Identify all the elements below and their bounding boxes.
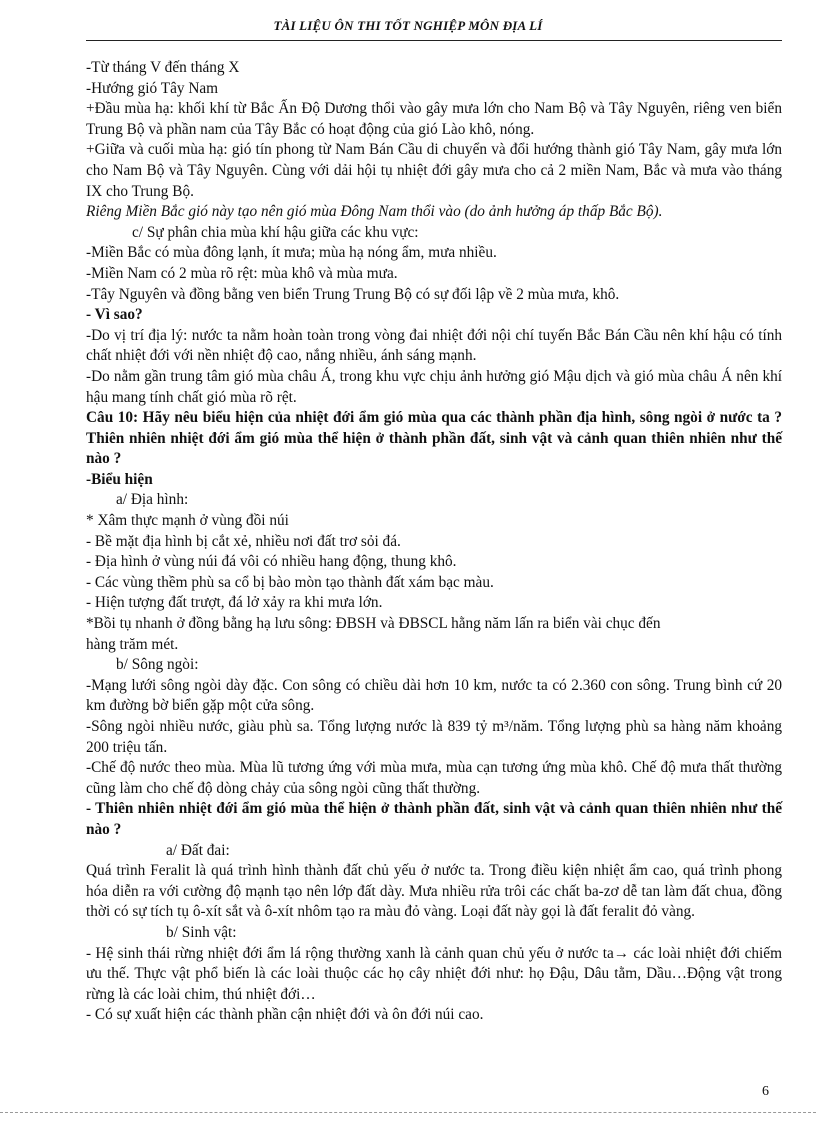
text-paragraph: -Do nằm gần trung tâm gió mùa châu Á, trong khu vực chịu ảnh hưởng gió Mậu dịch và gió mùa châu Á nên khí hậu mang tính chất gió mùa rõ rệt. [86, 367, 782, 406]
text-paragraph: +Giữa và cuối mùa hạ: gió tín phong từ Nam Bán Cầu di chuyển và đổi hướng thành gió Tây Nam, gây mưa lớn cho Nam Bộ và Tây Nguyên. Cùng với dải hội tụ nhiệt đới gây mưa cho cả 2 miền Nam, Bắc và mưa vào tháng IX cho Trung Bộ. [86, 141, 782, 200]
subheading-c: c/ Sự phân chia mùa khí hậu giữa các khu vực: [132, 223, 419, 241]
bieu-hien-heading: -Biểu hiện [86, 470, 153, 488]
text-line: -Từ tháng V đến tháng X [86, 59, 240, 76]
text-line: - Bề mặt địa hình bị cắt xẻ, nhiều nơi đất trơ sỏi đá. [86, 532, 401, 550]
subheading-sinh-vat: b/ Sinh vật: [166, 923, 237, 941]
text-line: -Hướng gió Tây Nam [86, 79, 219, 97]
text-paragraph: -Do vị trí địa lý: nước ta nằm hoàn toàn trong vòng đai nhiệt đới nội chí tuyến Bắc Bán Cầu nên khí hậu có tính chất nhiệt đới với nền nhiệt độ cao, nắng nhiều, ánh sáng mạnh. [86, 326, 782, 365]
page-bottom-edge [0, 1112, 816, 1113]
text-paragraph: -Sông ngòi nhiều nước, giàu phù sa. Tổng lượng nước là 839 tỷ m³/năm. Tổng lượng phù sa hàng năm khoảng 200 triệu tấn. [86, 718, 782, 756]
text-line: - Có sự xuất hiện các thành phần cận nhiệt đới và ôn đới núi cao. [86, 1006, 484, 1024]
thien-nhien-heading: - Thiên nhiên nhiệt đới ẩm gió mùa thể hiện ở thành phần đất, sinh vật và cảnh quan thiên nhiên như thế nào ? [86, 800, 782, 838]
why-heading: - Vì sao? [86, 306, 143, 324]
italic-note: Riêng Miền Bắc gió này tạo nên gió mùa Đông Nam thổi vào (do ảnh hưởng áp thấp Bắc Bộ). [86, 203, 663, 221]
text-line: -Tây Nguyên và đồng bằng ven biển Trung Trung Bộ có sự đối lập về 2 mùa mưa, khô. [86, 285, 620, 303]
page-number: 6 [762, 1084, 769, 1099]
text-line: - Các vùng thềm phù sa cổ bị bào mòn tạo thành đất xám bạc màu. [86, 573, 494, 591]
text-line: * Xâm thực mạnh ở vùng đồi núi [86, 512, 289, 530]
text-paragraph: -Mạng lưới sông ngòi dày đặc. Con sông có chiều dài hơn 10 km, nước ta có 2.360 con sông. Trung bình cứ 20 km đường bờ biển gặp một cửa sông. [86, 676, 782, 715]
question-10-heading: Câu 10: Hãy nêu biểu hiện của nhiệt đới ẩm gió mùa qua các thành phần địa hình, sông ngòi ở nước ta ? Thiên nhiên nhiệt đới ẩm gió mùa thể hiện ở thành phần đất, sinh vật và cảnh quan thiên nhiên như thế nào ? [86, 409, 782, 468]
text-paragraph: Quá trình Feralit là quá trình hình thành đất chủ yếu ở nước ta. Trong điều kiện nhiệt ẩm cao, quá trình phong hóa diễn ra với cường độ mạnh tạo nên lớp đất dày. Mưa nhiều rửa trôi các chất ba-zơ dễ tan làm đất chua, đồng thời có sự tích tụ ô-xít sắt và ô-xít nhôm tạo ra màu đỏ vàng. Loại đất này gọi là đất feralit đỏ vàng. [86, 862, 782, 921]
text-paragraph: - Hệ sinh thái rừng nhiệt đới ẩm lá rộng thường xanh là cảnh quan chủ yếu ở nước ta→ các loài nhiệt đới chiếm ưu thế. Thực vật phổ biến là các loài thuộc các họ cây nhiệt đới như: họ Đậu, Dâu tằm, Dầu…Động vật trong rừng là các loài chim, thú nhiệt đới… [86, 944, 782, 1003]
text-line: - Hiện tượng đất trượt, đá lở xảy ra khi mưa lớn. [86, 594, 383, 612]
text-line: - Địa hình ở vùng núi đá vôi có nhiều hang động, thung khô. [86, 553, 457, 571]
text-paragraph: *Bồi tụ nhanh ở đồng bằng hạ lưu sông: ĐBSH và ĐBSCL hằng năm lấn ra biển vài chục đến hàng trăm mét. [86, 615, 661, 653]
subheading-dia-hinh: a/ Địa hình: [116, 491, 189, 509]
text-paragraph: -Chế độ nước theo mùa. Mùa lũ tương ứng với mùa mưa, mùa cạn tương ứng mùa khô. Chế độ mưa thất thường cũng làm cho chế độ dòng chảy của sông ngòi cũng thất thường. [86, 759, 782, 797]
subheading-song-ngoi: b/ Sông ngòi: [116, 656, 199, 674]
subheading-dat-dai: a/ Đất đai: [166, 841, 230, 859]
page-header-title: TÀI LIỆU ÔN THI TỐT NGHIỆP MÔN ĐỊA LÍ [273, 18, 543, 33]
text-paragraph: +Đầu mùa hạ: khối khí từ Bắc Ấn Độ Dương thổi vào gây mưa lớn cho Nam Bộ và Tây Nguyên, riêng ven biển Trung Bộ và phần nam của Tây Bắc có hoạt động của gió Lào khô, nóng. [86, 100, 782, 138]
header-divider [86, 40, 782, 41]
text-line: -Miền Bắc có mùa đông lạnh, ít mưa; mùa hạ nóng ẩm, mưa nhiều. [86, 244, 497, 262]
text-line: -Miền Nam có 2 mùa rõ rệt: mùa khô và mùa mưa. [86, 264, 398, 282]
document-body [86, 58, 782, 1026]
